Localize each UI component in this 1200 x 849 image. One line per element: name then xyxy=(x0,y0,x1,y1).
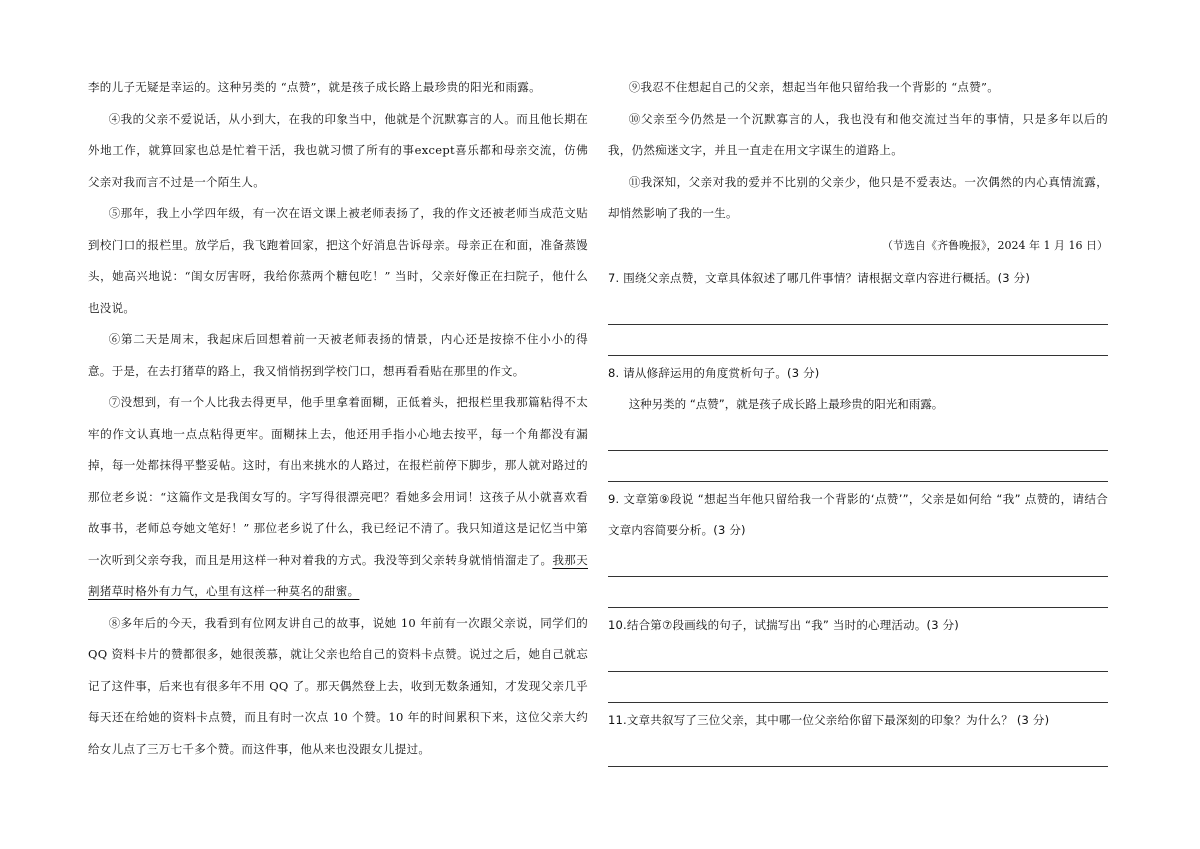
passage-source: （节选自《齐鲁晚报》，2024 年 1 月 16 日） xyxy=(882,238,1108,252)
answer-line[interactable] xyxy=(608,420,1108,451)
passage-paragraph-11: ⑪我深知，父亲对我的爱并不比别的父亲少，他只是不爱表达。一次偶然的内心真情流露，却悄然影响了我的一生。 xyxy=(608,174,1108,220)
question-8-quoted-sentence: 这种另类的 “点赞”，就是孩子成长路上最珍贵的阳光和雨露。 xyxy=(628,396,944,411)
passage-paragraph-7 xyxy=(88,387,588,608)
answer-line[interactable] xyxy=(608,294,1108,325)
answer-line[interactable] xyxy=(608,672,1108,703)
answer-line[interactable] xyxy=(608,546,1108,577)
answer-line[interactable] xyxy=(608,736,1108,767)
question-10: 10.结合第⑦段画线的句子，试揣写出 “我” 当时的心理活动。(3 分) xyxy=(608,617,959,632)
question-11: 11.文章共叙写了三位父亲，其中哪一位父亲给你留下最深刻的印象？为什么？ (3 分) xyxy=(608,712,1050,727)
passage-paragraph-6: ⑥第二天是周末，我起床后回想着前一天被老师表扬的情景，内心还是按捺不住小小的得意。于是，在去打猪草的路上，我又悄悄拐到学校门口，想再看看贴在那里的作文。 xyxy=(88,332,588,378)
answer-line[interactable] xyxy=(608,577,1108,608)
passage-paragraph-8: ⑧多年后的今天，我看到有位网友讲自己的故事，说她 10 年前有一次跟父亲说，同学们的 QQ 资料卡片的赞都很多，她很羡慕，就让父亲也给自己的资料卡点赞。说过之后，她自己就忘记了这件事，后来也有很多年不用 QQ 了。那天偶然登上去，收到无数条通知，才发现父亲几乎每天还在给她的资料卡点赞，而且有时一次点 10 个赞。10 年的时间累积下来，这位父亲大约给女儿点了三万七千多个赞。而这件事，他从来也没跟女儿提过。 xyxy=(88,615,588,756)
paragraph-7-underlined-sentence: 我那天割猪草时格外有力气，心里有这样一种莫名的甜蜜。 xyxy=(88,552,588,598)
answer-line[interactable] xyxy=(608,641,1108,672)
answer-line[interactable] xyxy=(608,451,1108,482)
answer-line[interactable] xyxy=(608,325,1108,356)
paragraph-7-text: ⑦没想到，有一个人比我去得更早，他手里拿着面糊，正低着头，把报栏里我那篇粘得不太牢的作文认真地一点点粘得更牢。面糊抹上去，他还用手指小心地去按平，每一个角都没有漏掉，每一处都抹得平整妥帖。这时，有出来挑水的人路过，在报栏前停下脚步，那人就对路过的那位老乡说：“这篇作文是我闺女写的。字写得很漂亮吧？看她多会用词！这孩子从小就喜欢看故事书，老师总夸她文笔好！” 那位老乡说了什么，我已经记不清了。我只知道这是记忆当中第一次听到父亲夸我，而且是用这样一种对着我的方式。我没等到父亲转身就悄悄溜走了。 xyxy=(88,395,588,567)
question-7: 7. 围绕父亲点赞，文章具体叙述了哪几件事情？请根据文章内容进行概括。(3 分) xyxy=(608,270,1031,285)
reading-passage-column xyxy=(88,72,588,765)
passage-paragraph-10: ⑩父亲至今仍然是一个沉默寡言的人，我也没有和他交流过当年的事情，只是多年以后的我，仍然痴迷文字，并且一直走在用文字谋生的道路上。 xyxy=(608,111,1108,157)
passage-paragraph-5: ⑤那年，我上小学四年级，有一次在语文课上被老师表扬了，我的作文还被老师当成范文贴到校门口的报栏里。放学后，我飞跑着回家，把这个好消息告诉母亲。母亲正在和面，准备蒸馒头，她高兴地说：“闺女厉害呀，我给你蒸两个糖包吃！” 当时，父亲好像正在扫院子，他什么也没说。 xyxy=(88,206,588,315)
passage-paragraph-3-end: 李的儿子无疑是幸运的。这种另类的 “点赞”，就是孩子成长路上最珍贵的阳光和雨露。 xyxy=(88,80,541,94)
question-8: 8. 请从修辞运用的角度赏析句子。(3 分) xyxy=(608,365,820,380)
passage-paragraph-4: ④我的父亲不爱说话，从小到大，在我的印象当中，他就是个沉默寡言的人。而且他长期在外地工作，就算回家也总是忙着干活，我也就习惯了所有的事except喜乐都和母亲交流，仿佛父亲对我而言不过是一个陌生人。 xyxy=(88,111,588,189)
passage-paragraph-9: ⑨我忍不住想起自己的父亲，想起当年他只留给我一个背影的 “点赞”。 xyxy=(628,80,999,94)
question-9: 9. 文章第⑨段说 “想起当年他只留给我一个背影的‘点赞’”，父亲是如何给 “我” 点赞的，请结合文章内容简要分析。(3 分) xyxy=(608,491,1108,537)
questions-column xyxy=(608,72,1108,767)
